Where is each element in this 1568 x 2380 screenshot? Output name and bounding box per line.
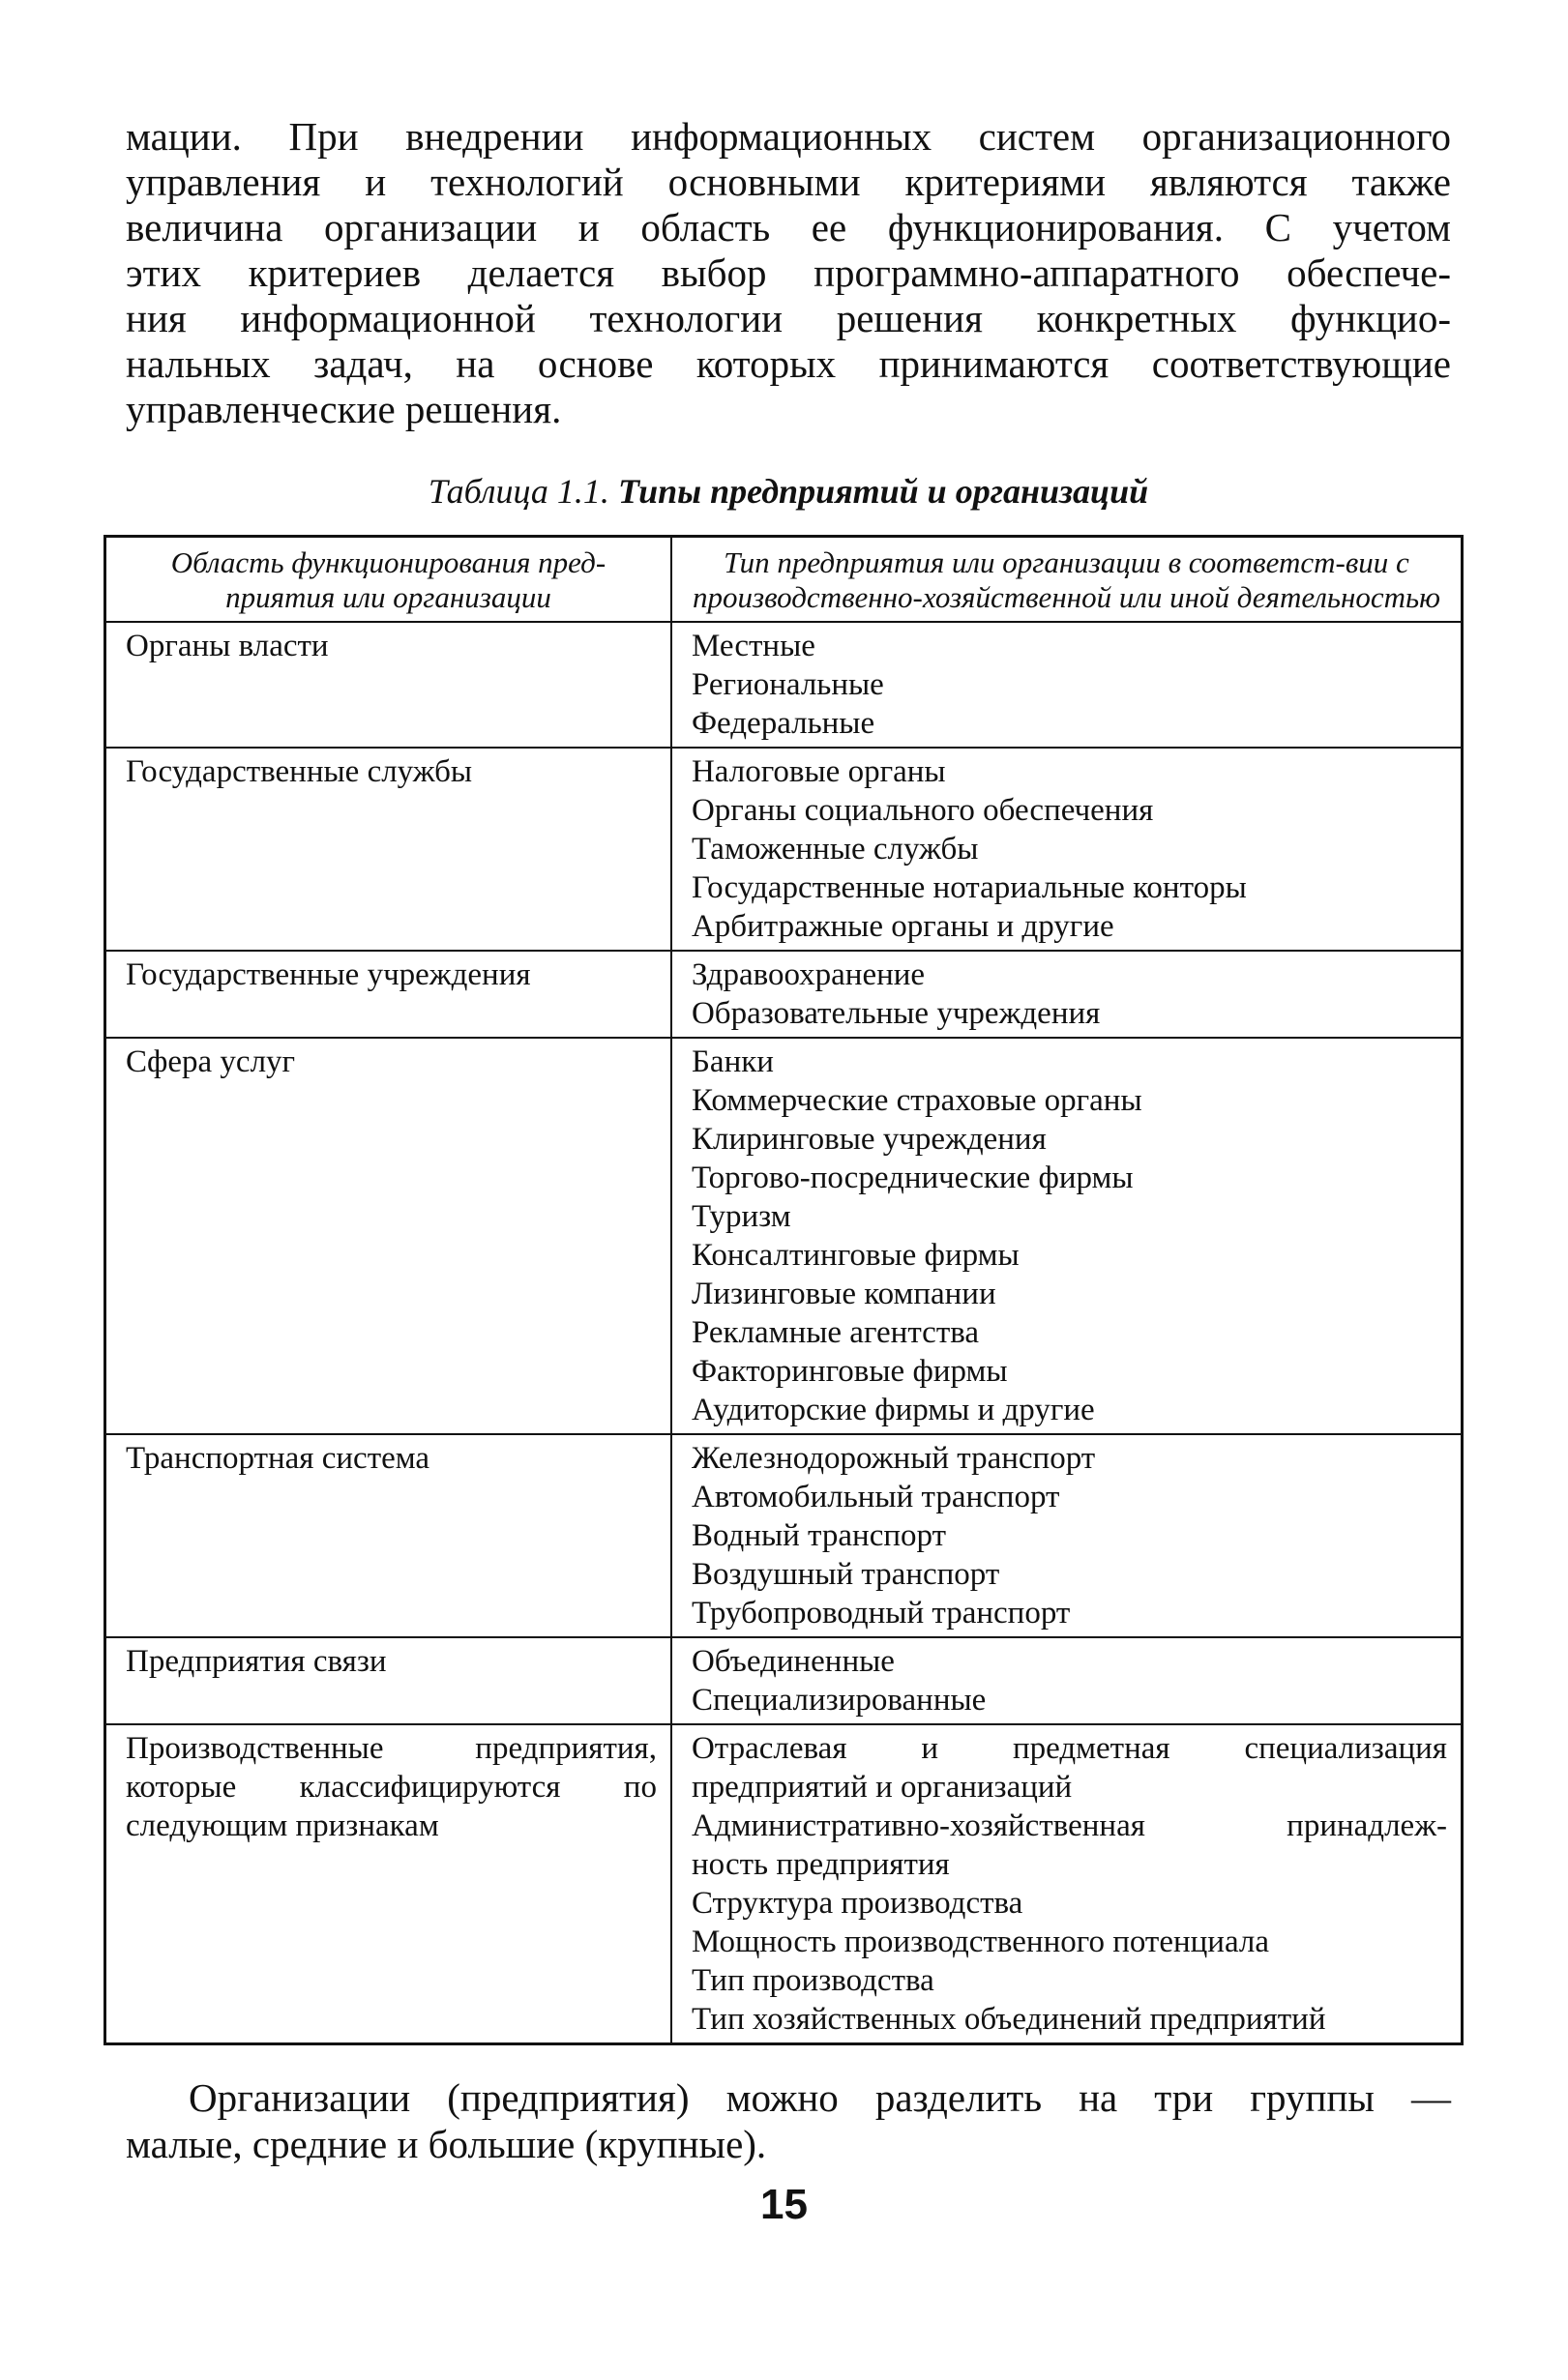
type-line: Структура производства <box>691 1886 1023 1921</box>
type-line: Коммерческие страховые органы <box>691 1083 1142 1118</box>
type-line: Тип хозяйственных объединений предприятий <box>691 2002 1326 2037</box>
type-line: Здравоохранение <box>691 957 926 992</box>
types-table <box>104 535 1464 2045</box>
type-line: Местные <box>691 629 815 663</box>
type-cell <box>671 622 1463 748</box>
area-cell <box>105 1637 671 1724</box>
area-line: Государственные учреждения <box>126 957 531 992</box>
type-line: Факторинговые фирмы <box>691 1354 1008 1389</box>
caption-prefix: Таблица 1.1. <box>428 472 609 511</box>
area-cell <box>105 1724 671 2044</box>
intro-line: мации. При внедрении информационных систем организационного <box>126 114 1451 159</box>
type-line: Железнодорожный транспорт <box>691 1441 1096 1476</box>
type-line: Органы социального обеспечения <box>691 793 1154 828</box>
type-line: предприятий и организаций <box>691 1770 1073 1805</box>
type-line: Трубопроводный транспорт <box>691 1596 1071 1631</box>
type-line: Специализированные <box>691 1683 987 1718</box>
type-line: Аудиторские фирмы и другие <box>691 1393 1095 1427</box>
type-line: ность предприятия <box>691 1847 950 1882</box>
table-body <box>105 622 1463 2044</box>
table-row <box>105 1038 1463 1434</box>
type-line: Региональные <box>691 667 884 702</box>
page-number: 15 <box>760 2181 808 2228</box>
table-caption <box>126 471 1451 512</box>
closing-paragraph <box>126 2074 1451 2167</box>
area-cell <box>105 1038 671 1434</box>
area-line: Сфера услуг <box>126 1044 296 1079</box>
header-area: Область функционирования пред-приятия или организации <box>105 537 671 623</box>
area-line: Производственные предприятия, <box>126 1731 657 1766</box>
type-line: Мощность производственного потенциала <box>691 1925 1270 1959</box>
table-row <box>105 1637 1463 1724</box>
area-line: следующим признакам <box>126 1808 439 1843</box>
type-cell <box>671 1038 1463 1434</box>
type-line: Тип производства <box>691 1963 934 1998</box>
type-line: Лизинговые компании <box>691 1277 996 1311</box>
type-line: Федеральные <box>691 706 875 741</box>
table-row <box>105 748 1463 951</box>
intro-line: этих критериев делается выбор программно-аппаратного обеспече- <box>126 250 1451 295</box>
type-line: Клиринговые учреждения <box>691 1122 1047 1157</box>
header-type: Тип предприятия или организации в соответст-вии с производственно-хозяйственной или иной деятельностью <box>671 537 1463 623</box>
area-cell <box>105 951 671 1038</box>
type-cell <box>671 1724 1463 2044</box>
type-line: Туризм <box>691 1199 791 1234</box>
type-line: Арбитражные органы и другие <box>691 909 1114 944</box>
area-line: Транспортная система <box>126 1441 430 1476</box>
table-row <box>105 622 1463 748</box>
type-line: Объединенные <box>691 1644 895 1679</box>
type-line: Консалтинговые фирмы <box>691 1238 1020 1273</box>
type-line: Отраслевая и предметная специализация <box>691 1731 1447 1766</box>
type-cell <box>671 748 1463 951</box>
type-line: Государственные нотариальные конторы <box>691 870 1247 905</box>
caption-title: Типы предприятий и организаций <box>617 472 1149 511</box>
type-cell <box>671 951 1463 1038</box>
intro-line: величина организации и область ее функционирования. С учетом <box>126 205 1451 250</box>
area-cell <box>105 622 671 748</box>
type-line: Торгово-посреднические фирмы <box>691 1161 1134 1195</box>
type-line: Рекламные агентства <box>691 1315 980 1350</box>
type-line: Административно-хозяйственная принадлеж- <box>691 1808 1447 1843</box>
type-line: Образовательные учреждения <box>691 996 1101 1031</box>
type-cell <box>671 1637 1463 1724</box>
intro-line: ния информационной технологии решения конкретных функцио- <box>126 296 1451 340</box>
area-line: Государственные службы <box>126 754 473 789</box>
table-header-row <box>105 537 1463 623</box>
intro-line: нальных задач, на основе которых принимаются соответствующие <box>126 341 1451 386</box>
area-cell <box>105 748 671 951</box>
area-line: которые классифицируются по <box>126 1770 657 1805</box>
intro-line: управленческие решения. <box>126 387 562 431</box>
area-line: Органы власти <box>126 629 329 663</box>
page <box>126 114 1451 2167</box>
type-line: Автомобильный транспорт <box>691 1480 1060 1514</box>
intro-line: управления и технологий основными критериями являются также <box>126 160 1451 204</box>
area-cell <box>105 1434 671 1637</box>
type-line: Таможенные службы <box>691 832 979 867</box>
type-cell <box>671 1434 1463 1637</box>
area-line: Предприятия связи <box>126 1644 387 1679</box>
closing-line: Организации (предприятия) можно разделить на три группы — <box>189 2075 1451 2120</box>
type-line: Водный транспорт <box>691 1518 946 1553</box>
type-line: Воздушный транспорт <box>691 1557 1000 1592</box>
table-row <box>105 1434 1463 1637</box>
table-row <box>105 951 1463 1038</box>
type-line: Налоговые органы <box>691 754 946 789</box>
type-line: Банки <box>691 1044 774 1079</box>
table-row <box>105 1724 1463 2044</box>
intro-paragraph <box>126 114 1451 432</box>
closing-line: малые, средние и большие (крупные). <box>126 2122 767 2166</box>
